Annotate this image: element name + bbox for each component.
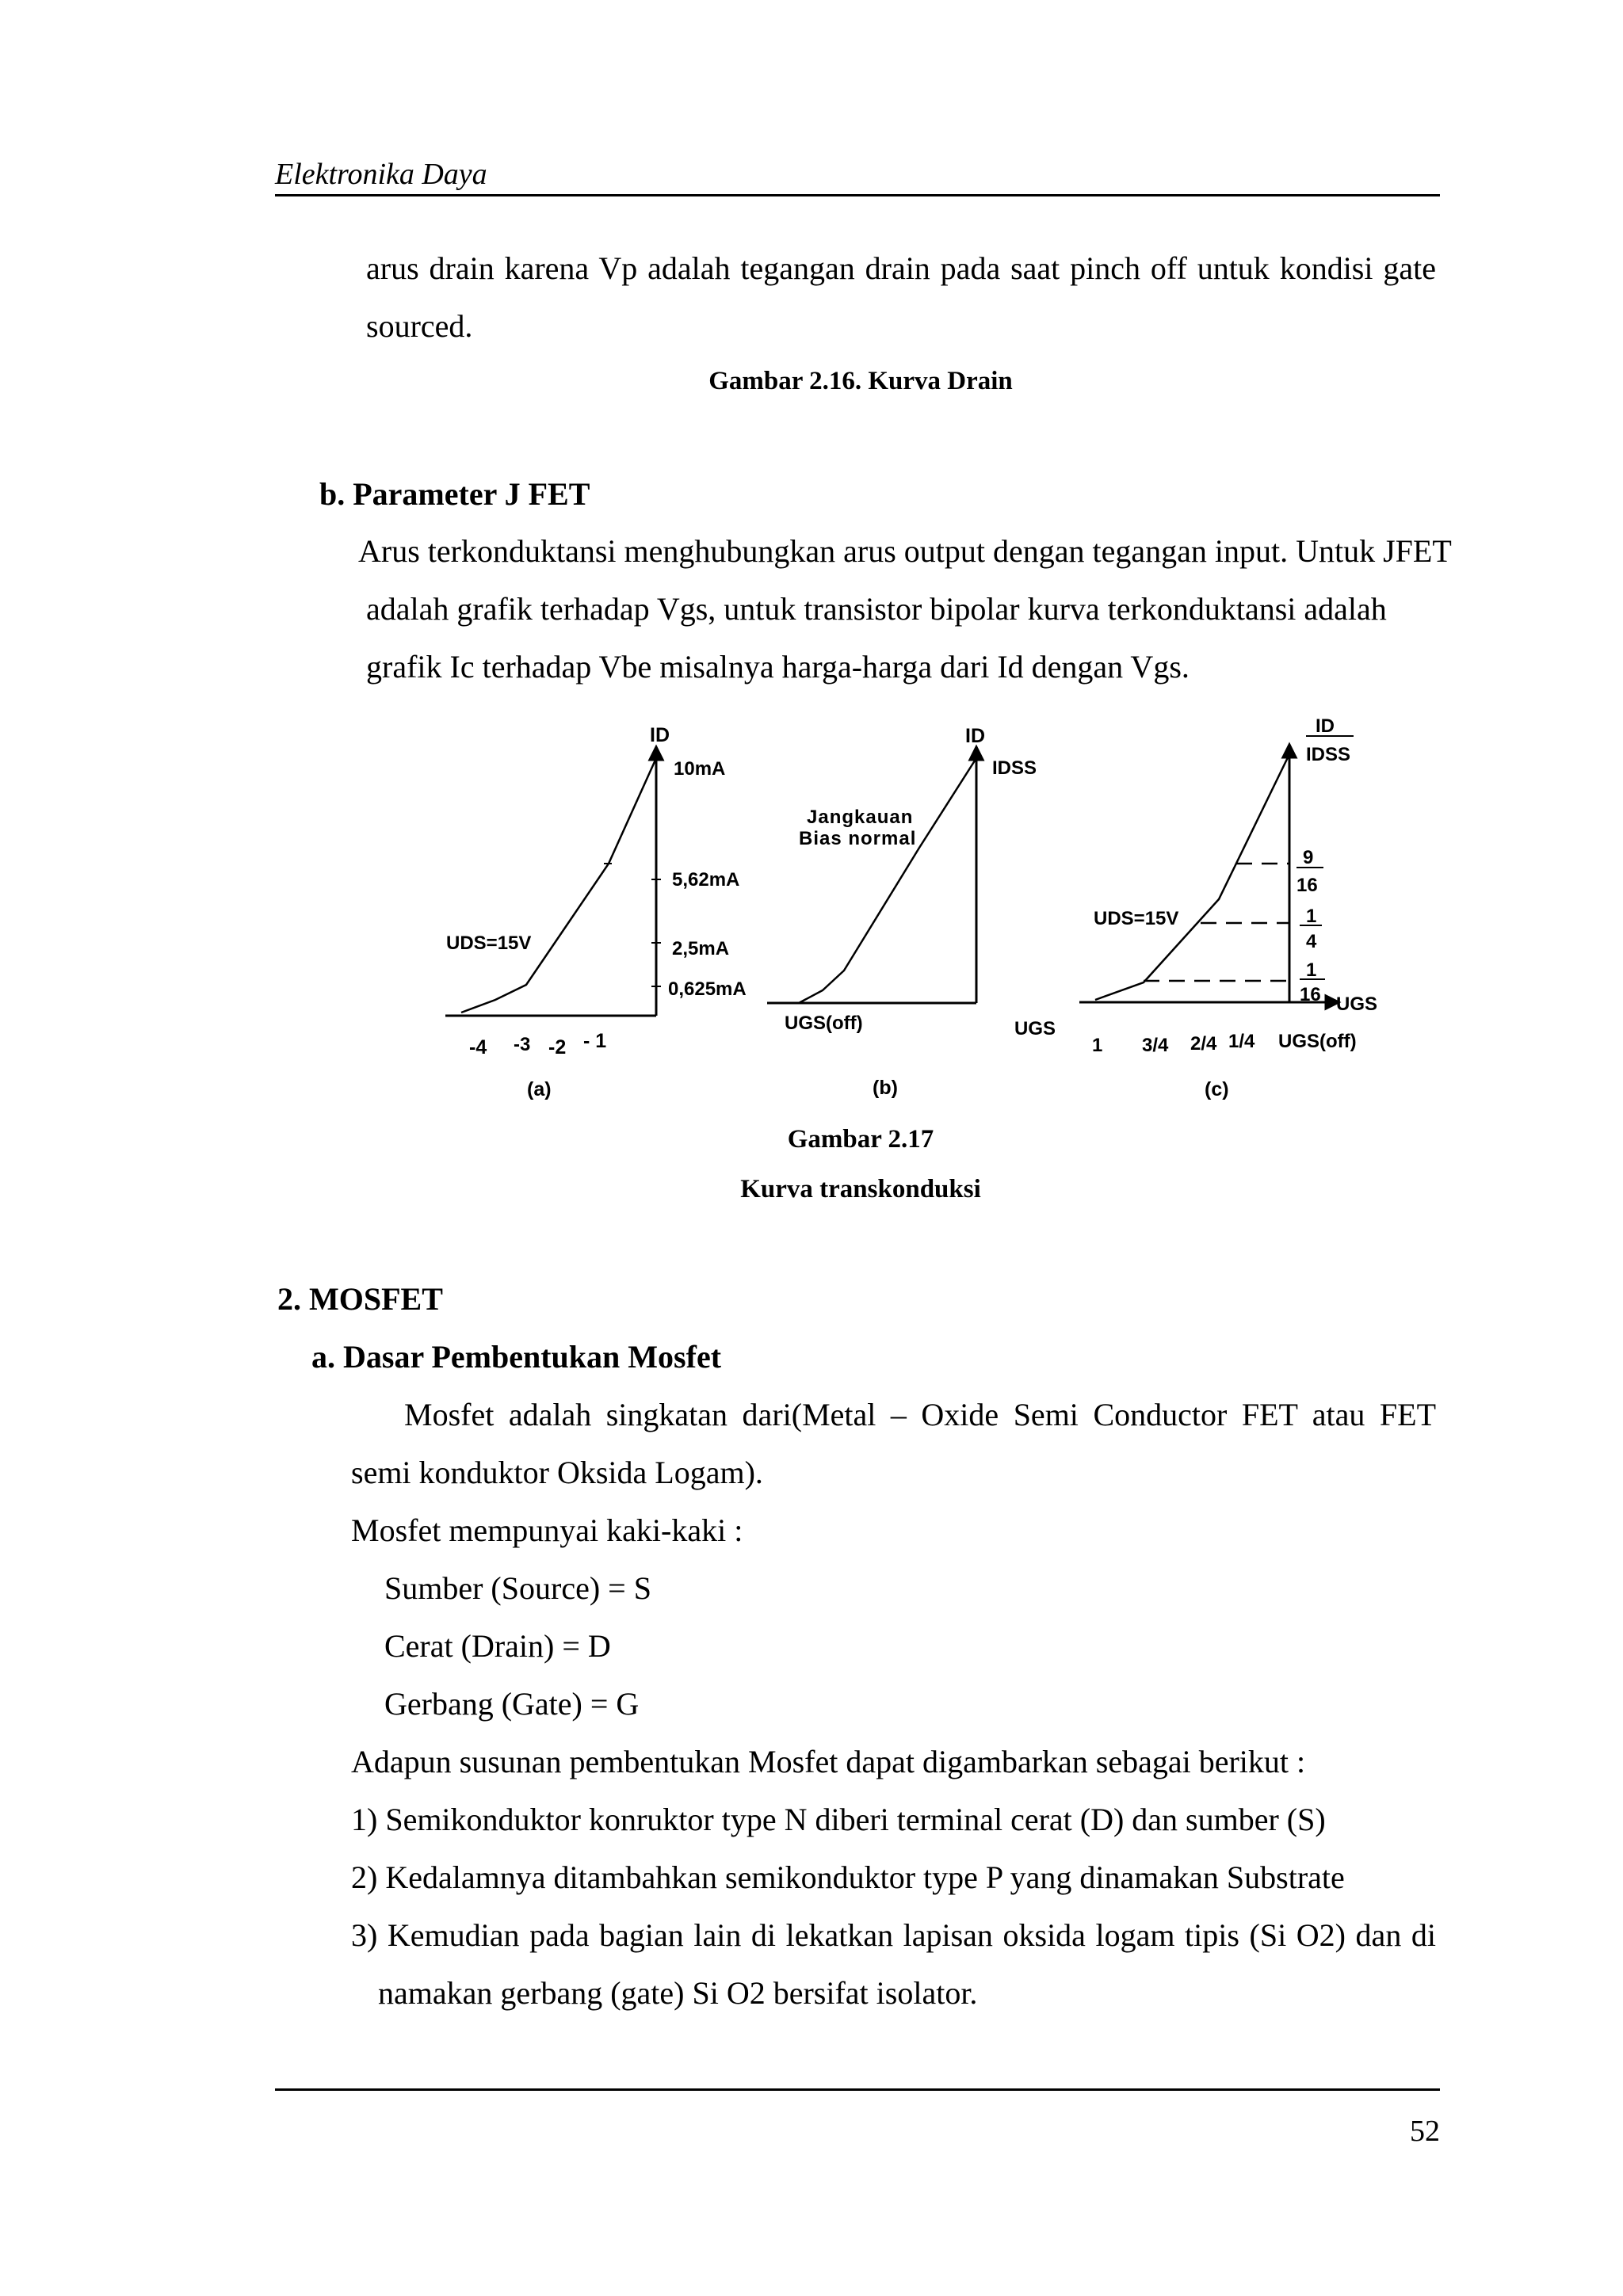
graph-c-tick-1: 1 <box>1092 1035 1103 1056</box>
graph-b-subcaption: (b) <box>873 1077 898 1099</box>
graph-a-tick-m4: -4 <box>469 1036 487 1058</box>
graph-c-curve <box>1095 754 1289 1000</box>
graph-c-frac-top: ID <box>1316 715 1335 737</box>
section-2-heading: 2. MOSFET <box>277 1281 443 1317</box>
graph-c-frac-bottom: IDSS <box>1306 744 1351 765</box>
graph-a-label-562ma: 5,62mA <box>672 869 740 891</box>
graph-a-label-25ma: 2,5mA <box>672 938 730 959</box>
mosfet-leg-drain: Cerat (Drain) = D <box>384 1628 611 1664</box>
section-b-line-3: grafik Ic terhadap Vbe misalnya harga-harga dari Id dengan Vgs. <box>366 649 1190 685</box>
graph-c-uds: UDS=15V <box>1094 908 1179 929</box>
graph-c-subcaption: (c) <box>1205 1078 1229 1100</box>
mosfet-p3: Adapun susunan pembentukan Mosfet dapat digambarkan sebagai berikut : <box>351 1744 1306 1779</box>
graph-b-ugs: UGS <box>1014 1018 1056 1039</box>
graph-c-ugs: UGS <box>1336 994 1378 1015</box>
graph-a-curve <box>461 758 656 1013</box>
section-b-line-2: adalah grafik terhadap Vgs, untuk transistor bipolar kurva terkonduktansi adalah <box>366 591 1387 627</box>
graph-b <box>767 725 1056 1099</box>
graph-c-frac-4: 4 <box>1306 931 1317 952</box>
graph-c-frac-16a: 16 <box>1296 875 1318 896</box>
transconductance-figure <box>0 0 1623 1125</box>
mosfet-p2: Mosfet mempunyai kaki-kaki : <box>351 1512 743 1548</box>
graph-a-tick-m2: -2 <box>548 1036 567 1058</box>
graph-a <box>445 724 747 1100</box>
graph-b-curve <box>799 758 976 1003</box>
graph-c-tick-2-4: 2/4 <box>1190 1033 1217 1055</box>
graph-b-y-label: ID <box>965 725 985 747</box>
graph-c-tick-1-4: 1/4 <box>1228 1031 1255 1052</box>
graph-b-ugsoff: UGS(off) <box>785 1013 863 1034</box>
graph-c-frac-9: 9 <box>1303 847 1314 868</box>
graph-c-ugsoff: UGS(off) <box>1278 1031 1357 1052</box>
section-b-heading: b. Parameter J FET <box>319 476 590 512</box>
graph-c-frac-16b: 16 <box>1300 984 1321 1005</box>
mosfet-item-2: 2) Kedalamnya ditambahkan semikonduktor type P yang dinamakan Substrate <box>351 1859 1345 1895</box>
graph-a-tick-m3: -3 <box>514 1034 531 1055</box>
mosfet-leg-gate: Gerbang (Gate) = G <box>384 1686 640 1722</box>
figure-216-caption: Gambar 2.16. Kurva Drain <box>708 367 1013 395</box>
intro-line-2: sourced. <box>366 308 473 344</box>
figure-217-caption-2: Kurva transkonduksi <box>740 1175 981 1203</box>
graph-c-frac-1a: 1 <box>1306 906 1317 927</box>
graph-a-label-10ma: 10mA <box>674 758 726 780</box>
mosfet-leg-source: Sumber (Source) = S <box>384 1570 651 1606</box>
graph-a-uds: UDS=15V <box>446 933 532 954</box>
mosfet-item-1: 1) Semikonduktor konruktor type N diberi terminal cerat (D) dan sumber (S) <box>351 1802 1326 1837</box>
intro-line-1: arus drain karena Vp adalah tegangan drain pada saat pinch off untuk kondisi gate <box>366 250 1436 286</box>
graph-a-tick-m1: - 1 <box>583 1030 607 1052</box>
page-number: 52 <box>1410 2115 1440 2148</box>
section-2-subheading: a. Dasar Pembentukan Mosfet <box>311 1339 722 1375</box>
graph-b-range-2: Bias normal <box>799 828 917 849</box>
section-b-line-1: Arus terkonduktansi menghubungkan arus output dengan tegangan input. Untuk JFET <box>358 533 1452 569</box>
footer-rule <box>275 2088 1440 2091</box>
running-header: Elektronika Daya <box>275 158 487 191</box>
figure-217-caption-1: Gambar 2.17 <box>787 1125 934 1154</box>
graph-c-tick-3-4: 3/4 <box>1142 1035 1169 1056</box>
graph-c <box>1079 715 1377 1100</box>
graph-b-range-1: Jangkauan <box>807 807 914 828</box>
mosfet-p1-line-2: semi konduktor Oksida Logam). <box>351 1455 763 1490</box>
graph-c-frac-1b: 1 <box>1306 959 1317 981</box>
graph-a-label-0625ma: 0,625mA <box>668 978 747 1000</box>
graph-b-idss: IDSS <box>992 757 1037 779</box>
graph-a-y-label: ID <box>650 724 670 746</box>
mosfet-p1-line-1: Mosfet adalah singkatan dari(Metal – Oxide Semi Conductor FET atau FET <box>404 1397 1436 1432</box>
graph-a-subcaption: (a) <box>527 1078 552 1100</box>
mosfet-item-3-line-2: namakan gerbang (gate) Si O2 bersifat isolator. <box>378 1975 978 2011</box>
mosfet-item-3-line-1: 3) Kemudian pada bagian lain di lekatkan lapisan oksida logam tipis (Si O2) dan di <box>351 1917 1436 1953</box>
